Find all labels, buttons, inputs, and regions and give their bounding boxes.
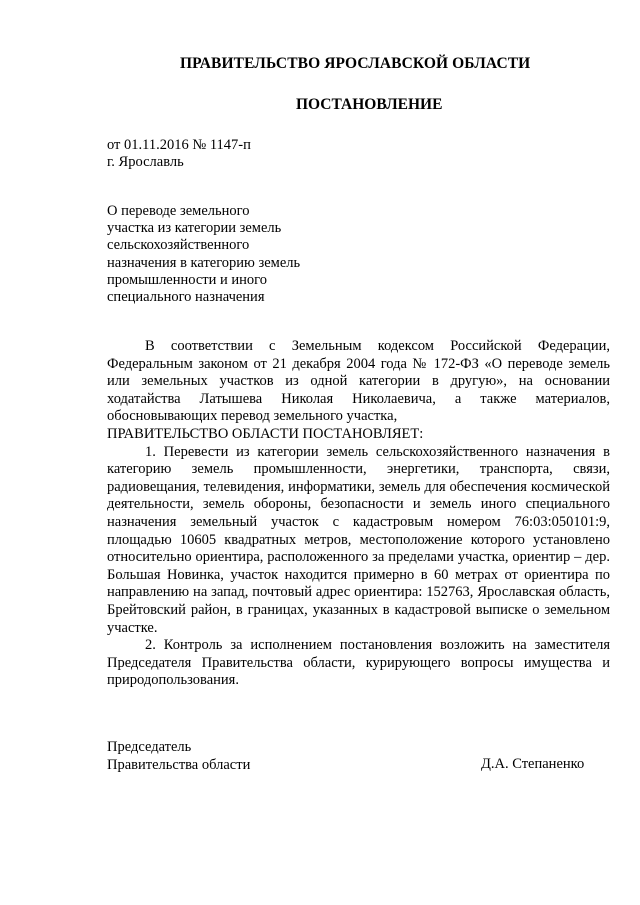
- subject-line: специального назначения: [107, 289, 265, 306]
- subject-line: промышленности и иного: [107, 271, 268, 288]
- document-body: [107, 338, 610, 690]
- document-meta: [107, 137, 251, 171]
- subject-line: О переводе земельного: [107, 203, 250, 219]
- preamble-paragraph: В соответствии с Земельным кодексом Российской Федерации, Федеральным законом от 21 декабря 2004 года № 172-ФЗ «О переводе земель или земельных участков из одной категории в другую», на основании ходатайства Латышева Николая Николаевича, а также материалов, обосновывающих перевод земельного участка,: [107, 338, 610, 425]
- position-line: Председатель: [107, 739, 192, 755]
- item-1-paragraph: 1. Перевести из категории земель сельскохозяйственного назначения в категорию земель промышленности, энергетики, транспорта, связи, радиовещания, телевидения, информатики, земель для обеспечения космической деятельности, земель обороны, безопасности и земель иного специального назначения земельный участок с кадастровым номером 76:03:050101:9, площадью 10605 квадратных метров, местоположение которого установлено относительно ориентира, расположенного за пределами участка, ориентир – дер. Большая Новинка, участок находится примерно в 60 метрах от ориентира по направлению на запад, почтовый адрес ориентира: 152763, Ярославская область, Брейтовский район, в границах, указанных в кадастровой выписке о земельном участке.: [107, 443, 610, 636]
- signatory-name: Д.А. Степаненко: [481, 756, 585, 772]
- subject-line: сельскохозяйственного: [107, 237, 250, 254]
- date-number: от 01.11.2016 № 1147-п: [107, 137, 251, 153]
- item-2-paragraph: 2. Контроль за исполнением постановления возложить на заместителя Председателя Правительства области, курирующего вопросы имущества и природопользования.: [107, 637, 610, 689]
- document-subject: [107, 203, 337, 306]
- government-title: ПРАВИТЕЛЬСТВО ЯРОСЛАВСКОЙ ОБЛАСТИ: [180, 55, 531, 72]
- city: г. Ярославль: [107, 154, 184, 170]
- subject-line: участка из категории земель: [107, 220, 282, 237]
- document-type: ПОСТАНОВЛЕНИЕ: [296, 96, 443, 113]
- resolves-line: ПРАВИТЕЛЬСТВО ОБЛАСТИ ПОСТАНОВЛЯЕТ:: [107, 425, 424, 442]
- subject-line: назначения в категорию земель: [107, 254, 301, 271]
- signatory-position: [107, 738, 250, 774]
- position-line: Правительства области: [107, 757, 251, 773]
